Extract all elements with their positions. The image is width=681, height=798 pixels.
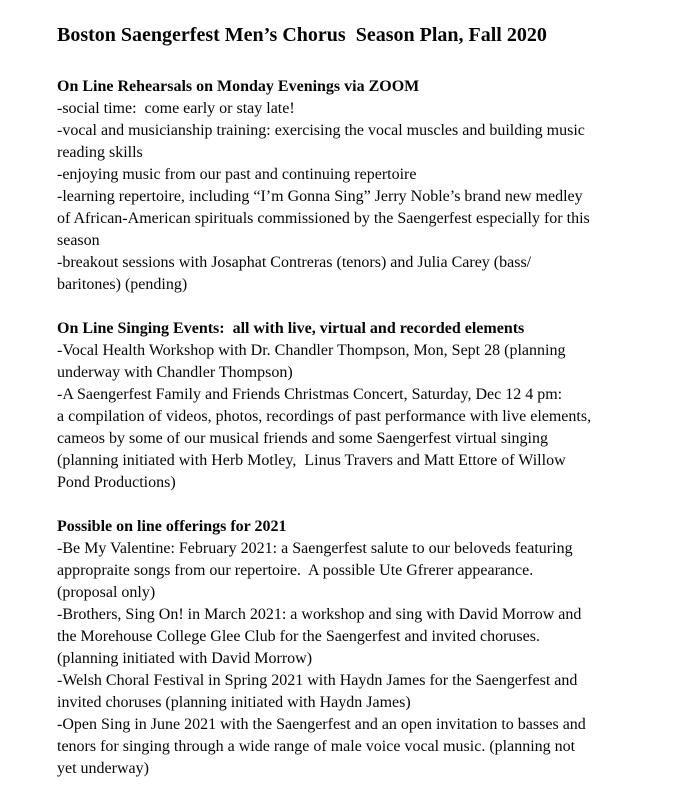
section-heading: Possible on line offerings for 2021 <box>57 518 287 535</box>
text-line: -Open Sing in June 2021 with the Saengerfest and an open invitation to basses and <box>57 716 586 733</box>
text-line: (planning initiated with Herb Motley, Linus Travers and Matt Ettore of Willow <box>57 452 566 469</box>
text-line: -social time: come early or stay late! <box>57 100 295 117</box>
text-line: -A Saengerfest Family and Friends Christmas Concert, Saturday, Dec 12 4 pm: <box>57 386 563 403</box>
text-line: reading skills <box>57 144 143 161</box>
section-online-rehearsals <box>57 76 651 296</box>
text-line: -breakout sessions with Josaphat Contreras (tenors) and Julia Carey (bass/ <box>57 254 532 271</box>
text-line: (proposal only) <box>57 584 156 601</box>
section-heading: On Line Singing Events: all with live, virtual and recorded elements <box>57 320 525 337</box>
text-line: -vocal and musicianship training: exercising the vocal muscles and building music <box>57 122 585 139</box>
text-line: underway with Chandler Thompson) <box>57 364 293 381</box>
section-online-singing-events <box>57 318 651 494</box>
text-line: -Be My Valentine: February 2021: a Saengerfest salute to our beloveds featuring <box>57 540 573 557</box>
text-line: appropraite songs from our repertoire. A possible Ute Gfrerer appearance. <box>57 562 534 579</box>
text-line: -enjoying music from our past and continuing repertoire <box>57 166 417 183</box>
text-line: invited choruses (planning initiated with Haydn James) <box>57 694 411 711</box>
text-line: -Vocal Health Workshop with Dr. Chandler Thompson, Mon, Sept 28 (planning <box>57 342 566 359</box>
text-line: season <box>57 232 100 249</box>
document-title: Boston Saengerfest Men’s Chorus Season Plan, Fall 2020 <box>57 24 547 46</box>
text-line: yet underway) <box>57 760 149 777</box>
text-line: -Brothers, Sing On! in March 2021: a workshop and sing with David Morrow and <box>57 606 582 623</box>
section-possible-2021-offerings <box>57 516 651 780</box>
section-heading: On Line Rehearsals on Monday Evenings via ZOOM <box>57 78 420 95</box>
text-line: -learning repertoire, including “I’m Gonna Sing” Jerry Noble’s brand new medley <box>57 188 583 205</box>
text-line: (planning initiated with David Morrow) <box>57 650 313 667</box>
text-line: of African-American spirituals commissioned by the Saengerfest especially for this <box>57 210 590 227</box>
text-line: tenors for singing through a wide range of male voice vocal music. (planning not <box>57 738 576 755</box>
text-line: Pond Productions) <box>57 474 176 491</box>
text-line: a compilation of videos, photos, recordings of past performance with live elements, <box>57 408 592 425</box>
text-line: cameos by some of our musical friends and some Saengerfest virtual singing <box>57 430 548 447</box>
text-line: -Welsh Choral Festival in Spring 2021 with Haydn James for the Saengerfest and <box>57 672 578 689</box>
text-line: the Morehouse College Glee Club for the Saengerfest and invited choruses. <box>57 628 540 645</box>
text-line: baritones) (pending) <box>57 276 188 293</box>
